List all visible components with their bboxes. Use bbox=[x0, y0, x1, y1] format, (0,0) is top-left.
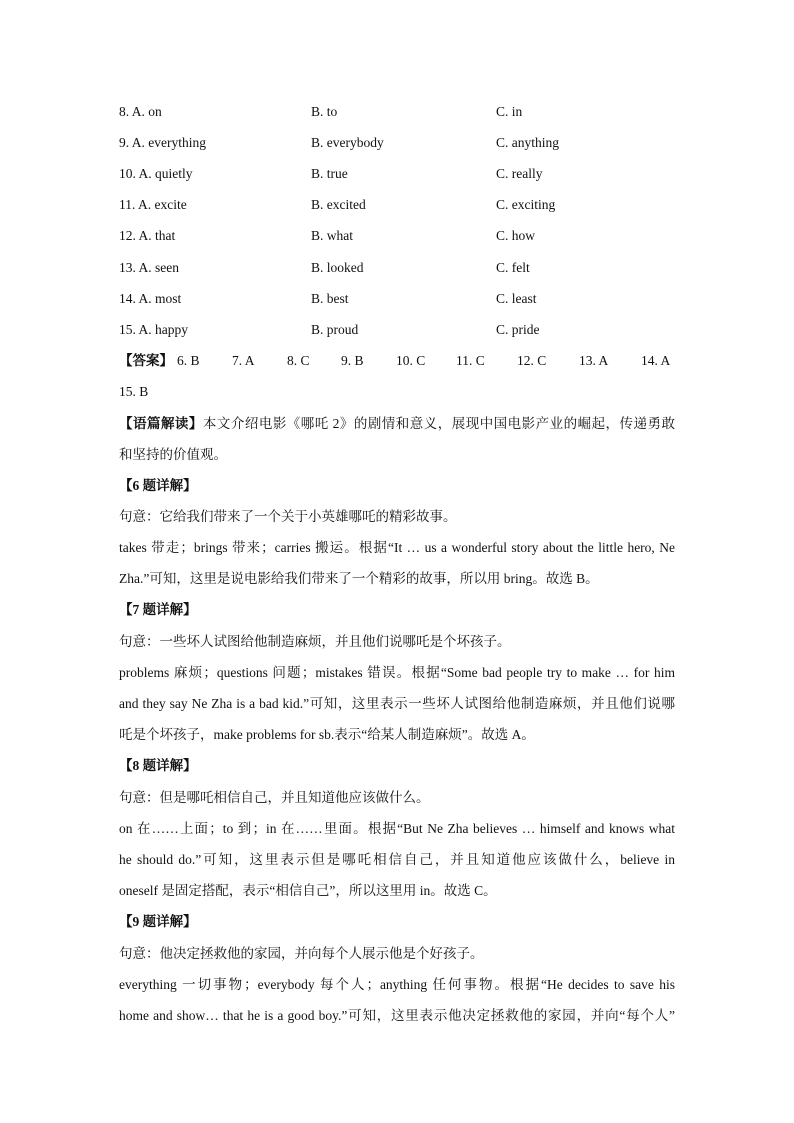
q8-explain: he should do.”可知，这里表示但是哪吒相信自己，并且知道他应该做什么，believe in bbox=[119, 852, 675, 867]
option-row bbox=[119, 133, 679, 153]
q9-meaning: 句意：他决定拯救他的家园，并向每个人展示他是个好孩子。 bbox=[119, 946, 484, 961]
option-a: 14. A. most bbox=[119, 291, 182, 306]
analysis-line: 和坚持的价值观。 bbox=[119, 447, 227, 462]
answer-row bbox=[119, 351, 675, 371]
answer-last: 15. B bbox=[119, 384, 149, 399]
option-b: B. proud bbox=[311, 322, 359, 337]
option-row bbox=[119, 102, 679, 122]
option-b: B. to bbox=[311, 104, 338, 119]
option-row bbox=[119, 164, 679, 184]
analysis-line bbox=[119, 414, 675, 434]
option-a: 10. A. quietly bbox=[119, 166, 193, 181]
option-row bbox=[119, 289, 679, 309]
option-c: C. pride bbox=[496, 322, 540, 337]
q7-explain: problems 麻烦；questions 问题；mistakes 错误。根据“Some bad people try to make … for him bbox=[119, 665, 675, 680]
q8-title: 【8 题详解】 bbox=[119, 758, 197, 773]
answer-item: 7. A bbox=[232, 353, 255, 368]
option-row bbox=[119, 226, 679, 246]
option-c: C. how bbox=[496, 228, 536, 243]
answer-item: 6. B bbox=[177, 353, 200, 368]
answer-item: 12. C bbox=[517, 353, 547, 368]
option-a: 9. A. everything bbox=[119, 135, 206, 150]
q8-explain: on 在……上面；to 到；in 在……里面。根据“But Ne Zha believes … himself and knows what bbox=[119, 821, 675, 836]
option-b: B. everybody bbox=[311, 135, 384, 150]
answer-item: 10. C bbox=[396, 353, 426, 368]
option-a: 11. A. excite bbox=[119, 197, 187, 212]
q9-explain: everything 一切事物；everybody 每个人；anything 任何事物。根据“He decides to save his bbox=[119, 977, 675, 992]
q6-explain: Zha.”可知，这里是说电影给我们带来了一个精彩的故事，所以用 bring。故选 B。 bbox=[119, 571, 599, 586]
option-b: B. looked bbox=[311, 260, 364, 275]
answer-item: 9. B bbox=[341, 353, 364, 368]
q9-title: 【9 题详解】 bbox=[119, 914, 197, 929]
option-b: B. excited bbox=[311, 197, 366, 212]
q6-meaning: 句意：它给我们带来了一个关于小英雄哪吒的精彩故事。 bbox=[119, 509, 457, 524]
analysis-text: 本文介绍电影《哪吒 2》的剧情和意义，展现中国电影产业的崛起，传递勇敢 bbox=[202, 416, 675, 431]
q7-explain: 吒是个坏孩子，make problems for sb.表示“给某人制造麻烦”。故选 A。 bbox=[119, 727, 535, 742]
q7-explain: and they say Ne Zha is a bad kid.”可知，这里表示一些坏人试图给他制造麻烦，并且他们说哪 bbox=[119, 696, 675, 711]
option-c: C. anything bbox=[496, 135, 559, 150]
option-row bbox=[119, 258, 679, 278]
option-a: 13. A. seen bbox=[119, 260, 179, 275]
q6-title: 【6 题详解】 bbox=[119, 478, 197, 493]
option-row bbox=[119, 195, 679, 215]
answer-item: 11. C bbox=[456, 353, 485, 368]
option-c: C. really bbox=[496, 166, 543, 181]
option-a: 8. A. on bbox=[119, 104, 162, 119]
q9-explain: home and show… that he is a good boy.”可知，这里表示他决定拯救他的家园，并向“每个人” bbox=[119, 1008, 675, 1023]
option-b: B. true bbox=[311, 166, 348, 181]
answer-item: 13. A bbox=[579, 353, 609, 368]
answer-item: 14. A bbox=[641, 353, 671, 368]
q7-title: 【7 题详解】 bbox=[119, 602, 197, 617]
q6-explain: takes 带走；brings 带来；carries 搬运。根据“It … us a wonderful story about the little hero, Ne bbox=[119, 540, 675, 555]
option-row bbox=[119, 320, 679, 340]
analysis-label: 【语篇解读】 bbox=[119, 416, 203, 431]
option-c: C. least bbox=[496, 291, 537, 306]
q7-meaning: 句意：一些坏人试图给他制造麻烦，并且他们说哪吒是个坏孩子。 bbox=[119, 634, 511, 649]
q8-meaning: 句意：但是哪吒相信自己，并且知道他应该做什么。 bbox=[119, 790, 430, 805]
option-c: C. in bbox=[496, 104, 523, 119]
option-a: 12. A. that bbox=[119, 228, 176, 243]
option-c: C. felt bbox=[496, 260, 530, 275]
option-b: B. best bbox=[311, 291, 349, 306]
option-c: C. exciting bbox=[496, 197, 556, 212]
q8-explain: oneself 是固定搭配，表示“相信自己”，所以这里用 in。故选 C。 bbox=[119, 883, 497, 898]
answer-label: 【答案】 bbox=[119, 353, 173, 368]
option-a: 15. A. happy bbox=[119, 322, 188, 337]
option-b: B. what bbox=[311, 228, 353, 243]
answer-item: 8. C bbox=[287, 353, 310, 368]
